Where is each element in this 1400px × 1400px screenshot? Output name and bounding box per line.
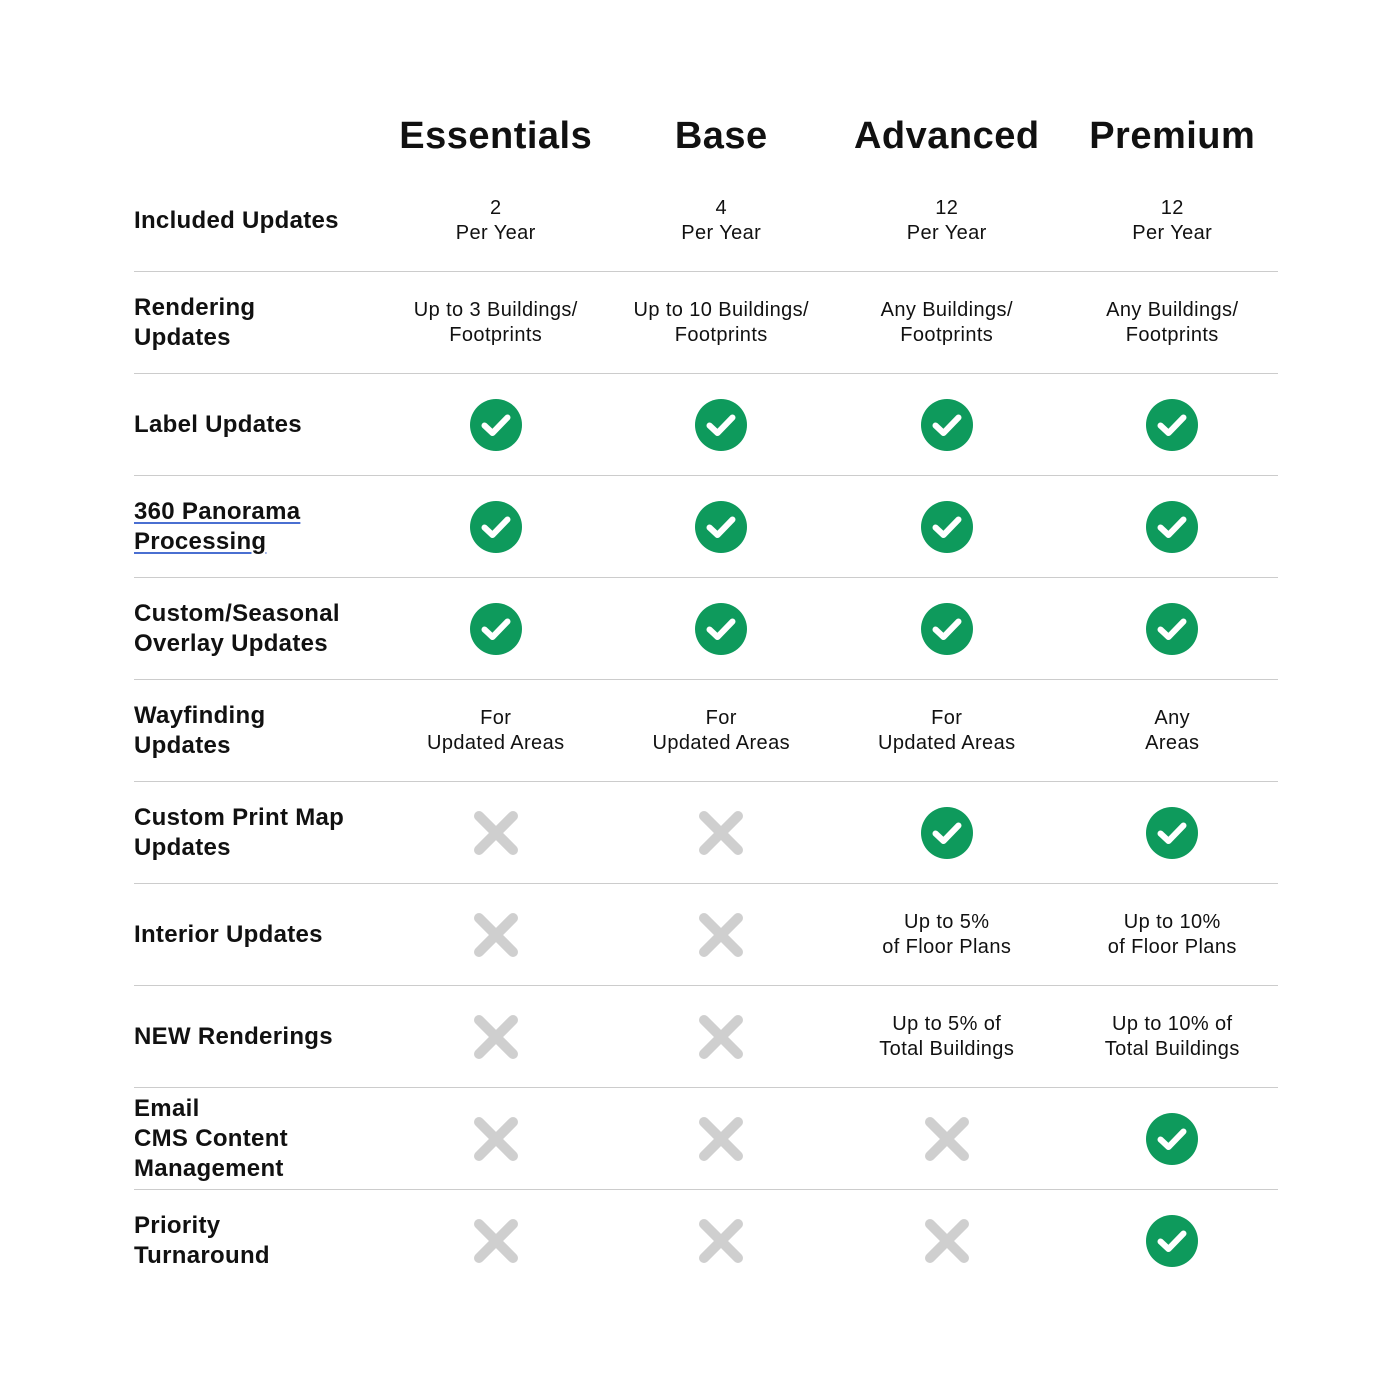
cross-icon	[694, 806, 748, 860]
cross-icon	[469, 908, 523, 962]
cell-base	[609, 1112, 835, 1166]
feature-label: Wayfinding Updates	[134, 701, 266, 759]
cell-base	[609, 196, 835, 246]
cell-base	[609, 908, 835, 962]
cell-value: 12 Per Year	[1132, 196, 1213, 244]
cell-advanced	[834, 398, 1060, 452]
checkmark-icon	[469, 602, 523, 656]
table-row	[134, 782, 1278, 884]
cell-essentials	[383, 298, 609, 348]
cell-value: Up to 5% of Floor Plans	[882, 910, 1012, 958]
cell-value: Up to 5% of Total Buildings	[879, 1012, 1015, 1060]
cell-essentials	[383, 602, 609, 656]
feature-label[interactable]: 360 Panorama Processing	[134, 497, 301, 555]
comparison-table	[134, 170, 1278, 1292]
cell-value: For Updated Areas	[877, 706, 1016, 754]
table-row	[134, 374, 1278, 476]
cell-base	[609, 806, 835, 860]
cell-base	[609, 1010, 835, 1064]
plan-header-row	[383, 108, 1285, 164]
plan-title-essentials: Essentials	[399, 115, 593, 157]
cell-essentials	[383, 806, 609, 860]
cell-premium	[1060, 1214, 1286, 1268]
cell-base	[609, 706, 835, 756]
plan-title-premium: Premium	[1089, 115, 1256, 157]
cell-advanced	[834, 1214, 1060, 1268]
cell-value: 12 Per Year	[906, 196, 987, 244]
cell-advanced	[834, 706, 1060, 756]
table-row	[134, 272, 1278, 374]
cell-value: Any Buildings/ Footprints	[880, 298, 1013, 346]
checkmark-icon	[920, 398, 974, 452]
table-row	[134, 1088, 1278, 1190]
cell-premium	[1060, 910, 1286, 960]
checkmark-icon	[694, 602, 748, 656]
cell-base	[609, 398, 835, 452]
cross-icon	[920, 1214, 974, 1268]
plan-title-advanced: Advanced	[853, 115, 1040, 157]
cross-icon	[694, 1010, 748, 1064]
cell-premium	[1060, 196, 1286, 246]
cell-value: For Updated Areas	[652, 706, 790, 754]
cell-advanced	[834, 602, 1060, 656]
feature-label: Priority Turnaround	[134, 1212, 270, 1269]
cell-premium	[1060, 398, 1286, 452]
feature-label: Rendering Updates	[134, 293, 256, 351]
cell-advanced	[834, 500, 1060, 554]
cell-advanced	[834, 910, 1060, 960]
cross-icon	[469, 1214, 523, 1268]
cross-icon	[920, 1112, 974, 1166]
checkmark-icon	[1145, 602, 1199, 656]
cell-advanced	[834, 1112, 1060, 1166]
cell-premium	[1060, 298, 1286, 348]
feature-label: Interior Updates	[134, 920, 323, 948]
cell-value: Up to 10% of Floor Plans	[1107, 910, 1237, 958]
table-row	[134, 884, 1278, 986]
cell-essentials	[383, 398, 609, 452]
cell-value: Up to 3 Buildings/ Footprints	[413, 298, 578, 346]
cross-icon	[694, 1214, 748, 1268]
feature-label: NEW Renderings	[134, 1022, 333, 1050]
table-row	[134, 986, 1278, 1088]
cross-icon	[469, 806, 523, 860]
cell-essentials	[383, 1214, 609, 1268]
cross-icon	[694, 1112, 748, 1166]
checkmark-icon	[1145, 398, 1199, 452]
feature-label: Included Updates	[134, 206, 339, 234]
checkmark-icon	[469, 398, 523, 452]
feature-label: Label Updates	[134, 410, 302, 438]
checkmark-icon	[920, 806, 974, 860]
cell-essentials	[383, 500, 609, 554]
checkmark-icon	[1145, 500, 1199, 554]
cell-premium	[1060, 806, 1286, 860]
cell-value: For Updated Areas	[426, 706, 565, 754]
cell-base	[609, 602, 835, 656]
cell-advanced	[834, 196, 1060, 246]
cell-premium	[1060, 500, 1286, 554]
cell-essentials	[383, 706, 609, 756]
cell-base	[609, 500, 835, 554]
cross-icon	[469, 1112, 523, 1166]
checkmark-icon	[694, 398, 748, 452]
checkmark-icon	[920, 500, 974, 554]
feature-label: Email CMS Content Management	[134, 1094, 288, 1182]
cell-premium	[1060, 1112, 1286, 1166]
cell-base	[609, 298, 835, 348]
cell-premium	[1060, 1012, 1286, 1062]
cell-value: Up to 10% of Total Buildings	[1104, 1012, 1240, 1060]
feature-label: Custom/Seasonal Overlay Updates	[134, 599, 340, 657]
cell-advanced	[834, 1012, 1060, 1062]
cell-essentials	[383, 196, 609, 246]
table-row	[134, 1190, 1278, 1292]
cell-value: Any Buildings/ Footprints	[1106, 298, 1239, 346]
cross-icon	[694, 908, 748, 962]
feature-label: Custom Print Map Updates	[134, 803, 345, 861]
cell-advanced	[834, 298, 1060, 348]
table-row	[134, 578, 1278, 680]
table-row	[134, 680, 1278, 782]
cell-essentials	[383, 1010, 609, 1064]
cell-premium	[1060, 602, 1286, 656]
cell-value: Up to 10 Buildings/ Footprints	[633, 298, 809, 346]
cell-premium	[1060, 706, 1286, 756]
cell-essentials	[383, 1112, 609, 1166]
cell-value: Any Areas	[1145, 706, 1200, 754]
cell-value: 2 Per Year	[455, 196, 536, 244]
checkmark-icon	[694, 500, 748, 554]
cross-icon	[469, 1010, 523, 1064]
checkmark-icon	[469, 500, 523, 554]
plan-title-base: Base	[674, 115, 768, 157]
cell-advanced	[834, 806, 1060, 860]
checkmark-icon	[1145, 806, 1199, 860]
table-row	[134, 170, 1278, 272]
checkmark-icon	[1145, 1214, 1199, 1268]
checkmark-icon	[920, 602, 974, 656]
cell-essentials	[383, 908, 609, 962]
checkmark-icon	[1145, 1112, 1199, 1166]
table-row	[134, 476, 1278, 578]
cell-value: 4 Per Year	[681, 196, 762, 244]
cell-base	[609, 1214, 835, 1268]
